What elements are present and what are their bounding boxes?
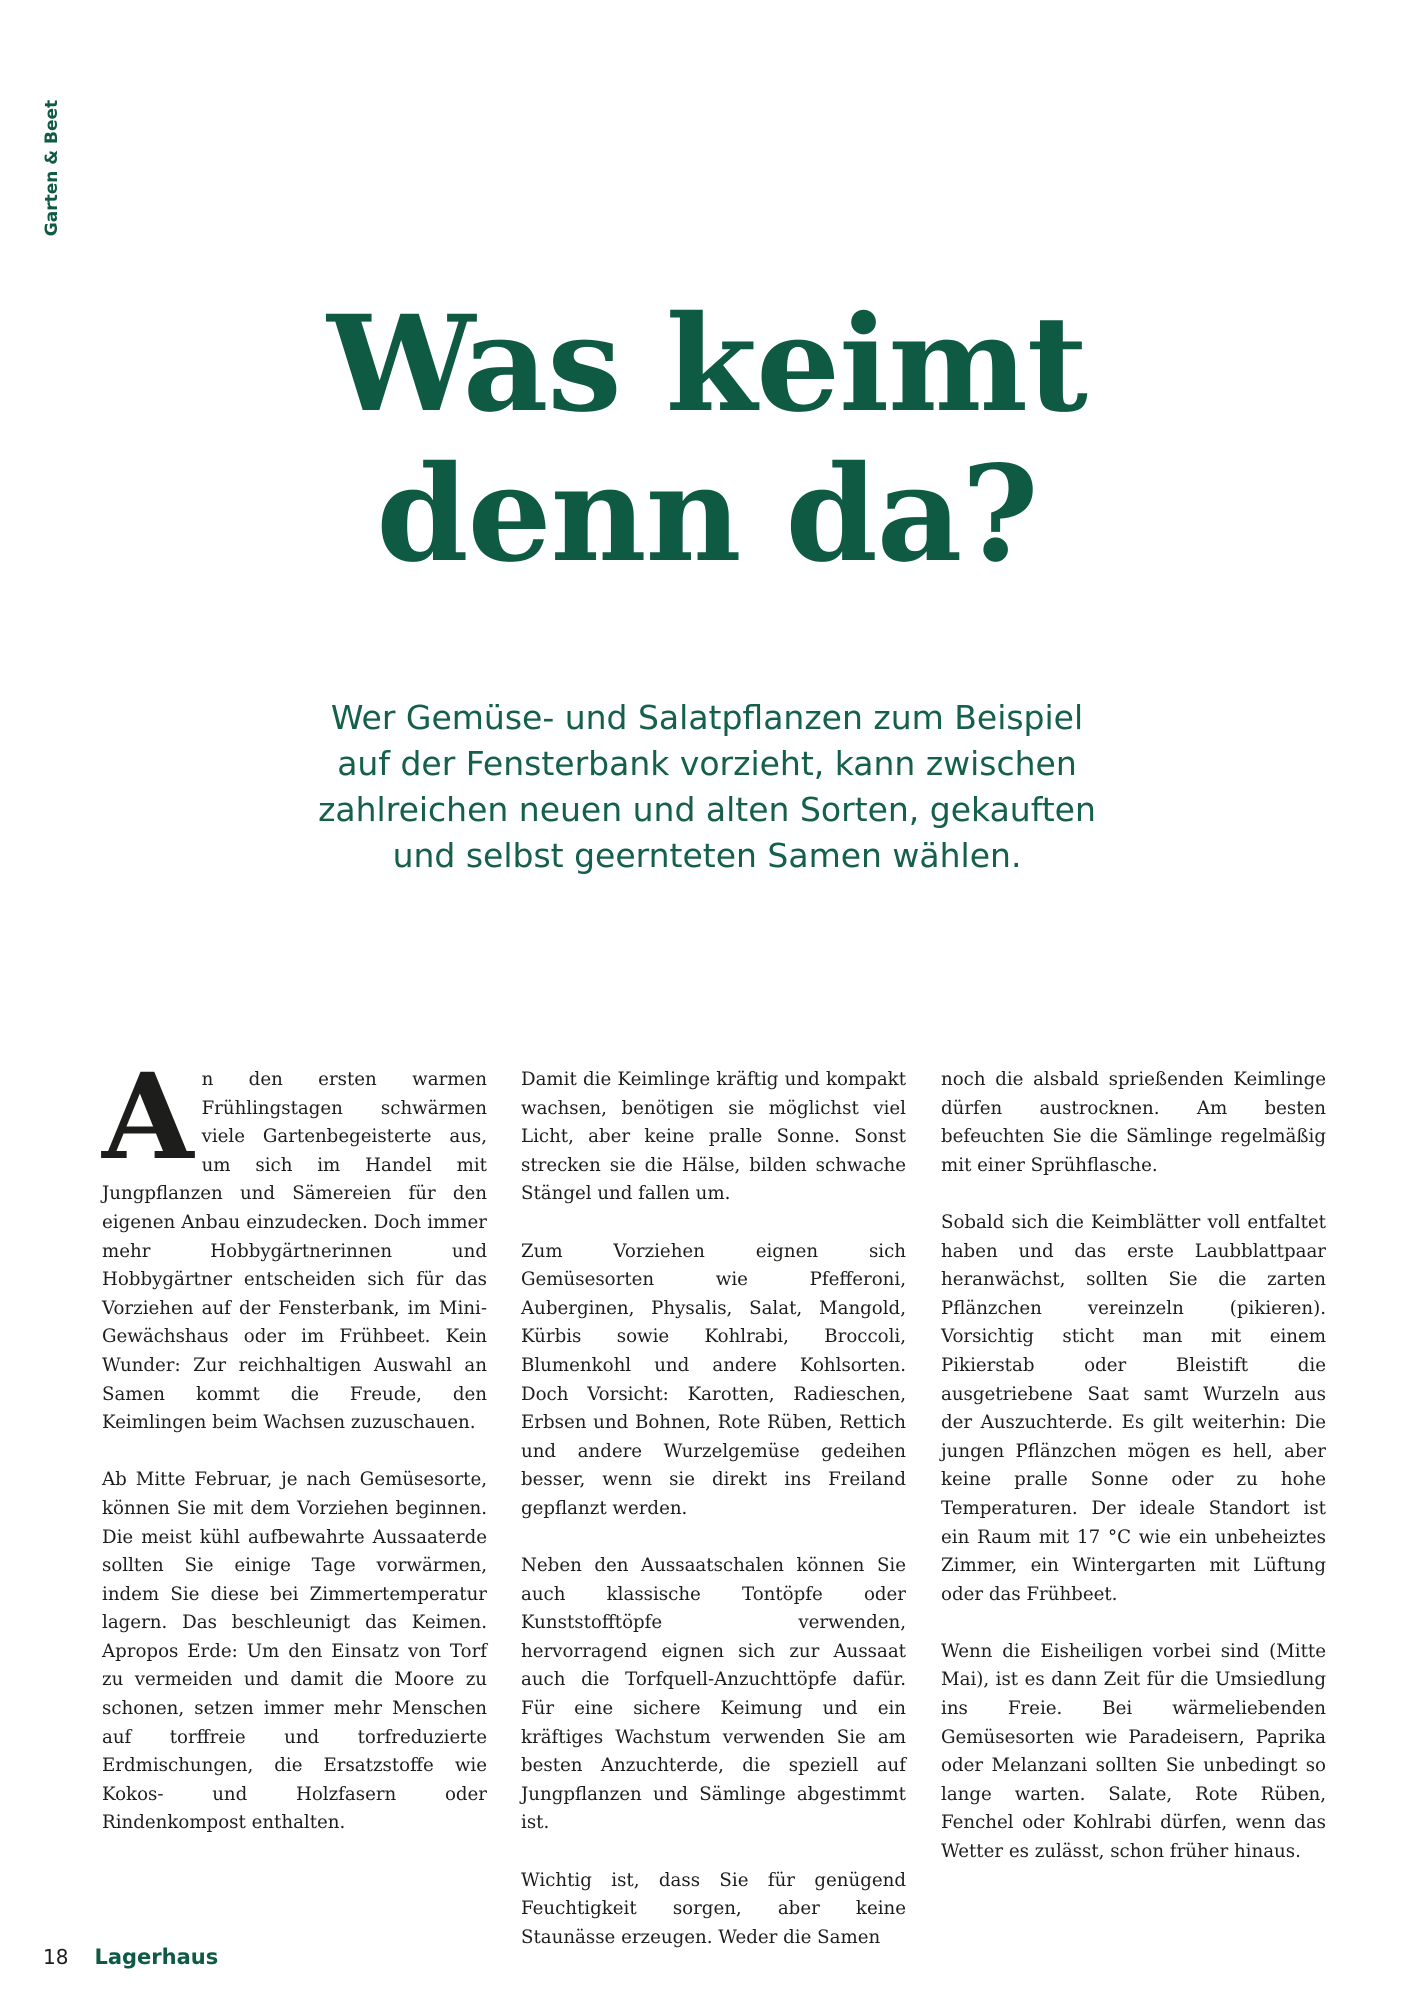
article-title — [0, 287, 1414, 592]
body-paragraph: Sobald sich die Keimblätter voll entfaltet haben und das erste Laubblattpaar heranwächst, sollten Sie die zarten Pflänzchen vereinzeln (pikieren). Vorsichtig sticht man mit einem Pikierstab oder Bleistift die ausgetriebene Saat samt Wurzeln aus der Auszuchterde. Es gilt weiterhin: Die jungen Pflänzchen mögen es hell, aber keine pralle Sonne oder zu hohe Temperaturen. Der ideale Standort ist ein Raum mit 17 °C wie ein unbeheiztes Zimmer, ein Wintergarten mit Lüftung oder das Frühbeet. — [941, 1211, 1326, 1605]
body-column-3 — [941, 1066, 1326, 1867]
paragraph-text: n den ersten warmen Frühlingstagen schwärmen viele Gartenbegeisterte aus, um sich im Handel mit Jungpflanzen und Sämereien für den eigenen Anbau einzudecken. Doch immer mehr Hobbygärtnerinnen und Hobbygärtner entscheiden sich für das Vorziehen auf der Fensterbank, im Mini-Gewächshaus oder im Frühbeet. Kein Wunder: Zur reichhaltigen Auswahl an Samen kommt die Freude, den Keimlingen beim Wachsen zuzuschauen. — [102, 1069, 487, 1434]
body-paragraph: Neben den Aussaatschalen können Sie auch klassische Tontöpfe oder Kunststofftöpfe verwenden, hervorragend eignen sich zur Aussaat auch die Torfquell-Anzuchttöpfe dafür. Für eine sichere Keimung und ein kräftiges Wachstum verwenden Sie am besten Anzuchterde, die speziell auf Jungpflanzen und Sämlinge abgestimmt ist. — [521, 1555, 906, 1834]
body-paragraph: Damit die Keimlinge kräftig und kompakt wachsen, benötigen sie möglichst viel Licht, aber keine pralle Sonne. Sonst strecken sie die Hälse, bilden schwache Stängel und fallen um. — [521, 1069, 906, 1205]
body-paragraph: noch die alsbald sprießenden Keimlinge dürfen austrocknen. Am besten befeuchten Sie die Sämlinge regelmäßig mit einer Sprühflasche. — [941, 1069, 1326, 1176]
body-column-1 — [102, 1047, 487, 1838]
body-paragraph: Zum Vorziehen eignen sich Gemüsesorten wie Pfefferoni, Auberginen, Physalis, Salat, Mangold, Kürbis sowie Kohlrabi, Broccoli, Blumenkohl und andere Kohlsorten. Doch Vorsicht: Karotten, Radieschen, Erbsen und Bohnen, Rote Rüben, Rettich und andere Wurzelgemüse gedeihen besser, wenn sie direkt ins Freiland gepflanzt werden. — [521, 1240, 906, 1519]
body-paragraph: Ab Mitte Februar, je nach Gemüsesorte, können Sie mit dem Vorziehen beginnen. Die meist kühl aufbewahrte Aussaaterde sollten Sie einige Tage vorwärmen, indem Sie diese bei Zimmertemperatur lagern. Das beschleunigt das Keimen. Apropos Erde: Um den Einsatz von Torf zu vermeiden und damit die Moore zu schonen, setzen immer mehr Menschen auf torffreie und torfreduzierte Erdmischungen, die Ersatzstoffe wie Kokos- und Holzfasern oder Rindenkompost enthalten. — [102, 1469, 487, 1834]
body-paragraph: Wenn die Eisheiligen vorbei sind (Mitte Mai), ist es dann Zeit für die Umsiedlung ins Freie. Bei wärmeliebenden Gemüsesorten wie Paradeisern, Paprika oder Melanzani sollten Sie unbedingt so lange warten. Salate, Rote Rüben, Fenchel oder Kohlrabi dürfen, wenn das Wetter es zulässt, schon früher hinaus. — [941, 1640, 1326, 1863]
lead-line-3: zahlreichen neuen und alten Sorten, gekauften — [318, 790, 1096, 829]
body-paragraph — [102, 1047, 487, 1438]
page-number: 18 — [43, 1945, 69, 1969]
page-footer — [43, 1945, 218, 1969]
lead-paragraph — [200, 695, 1214, 879]
brand-logo: Lagerhaus — [94, 1945, 219, 1969]
lead-line-4: und selbst geernteten Samen wählen. — [392, 836, 1022, 875]
drop-cap: A — [102, 1047, 194, 1186]
title-line-1: Was keimt — [327, 287, 1087, 442]
body-column-2 — [521, 1066, 906, 1952]
body-paragraph: Wichtig ist, dass Sie für genügend Feuchtigkeit sorgen, aber keine Staunässe erzeugen. Weder die Samen — [521, 1869, 906, 1948]
title-line-2: denn da? — [376, 437, 1038, 592]
lead-line-2: auf der Fensterbank vorzieht, kann zwischen — [337, 744, 1077, 783]
section-label — [40, 98, 64, 238]
lead-line-1: Wer Gemüse- und Salatpflanzen zum Beispiel — [330, 698, 1084, 737]
section-label-text: Garten & Beet — [42, 99, 62, 237]
